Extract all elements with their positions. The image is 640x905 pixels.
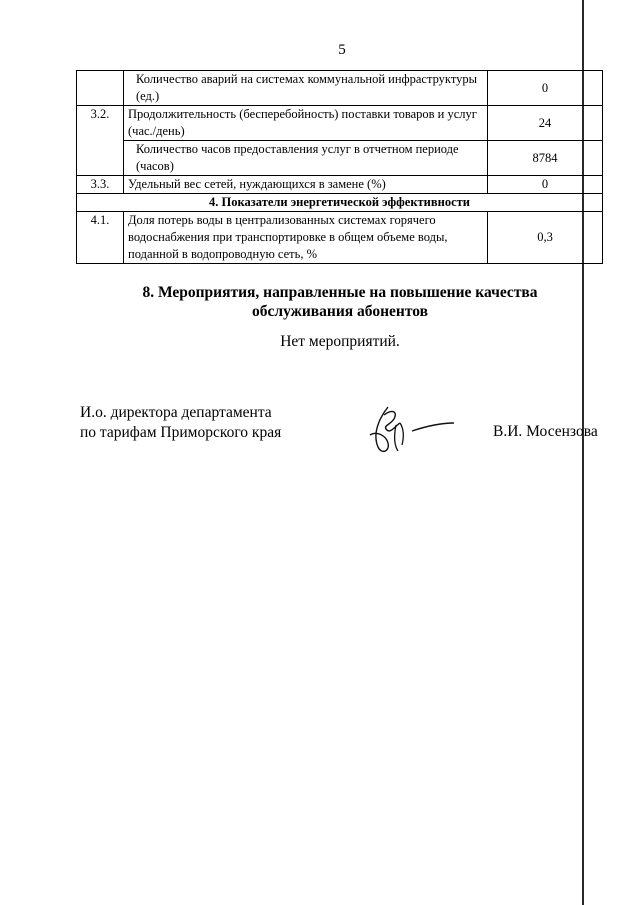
row-value: 0 [488, 176, 603, 194]
table-row [77, 71, 603, 106]
row-text: Количество часов предоставления услуг в отчетном периоде (часов) [124, 141, 488, 176]
heading-line-1: 8. Мероприятия, направленные на повышение качества [142, 284, 538, 301]
row-value: 0 [488, 71, 603, 106]
handwritten-signature [350, 395, 460, 460]
row-value: 8784 [488, 141, 603, 176]
row-text: Продолжительность (бесперебойность) поставки товаров и услуг (час./день) [124, 106, 488, 141]
table-row [77, 106, 603, 141]
row-value: 0,3 [488, 212, 603, 264]
signer-title [80, 403, 281, 443]
row-number: 3.2. [77, 106, 124, 176]
table-row [77, 141, 603, 176]
row-number: 3.3. [77, 176, 124, 194]
heading-line-2: обслуживания абонентов [252, 303, 428, 320]
table-row [77, 176, 603, 194]
row-text: Доля потерь воды в централизованных системах горячего водоснабжения при транспортировке в общем объеме воды, поданной в водопроводную сеть, % [124, 212, 488, 264]
row-value: 24 [488, 106, 603, 141]
indicators-table [76, 70, 603, 264]
section-8-heading [80, 283, 600, 321]
row-number [77, 71, 124, 106]
table-row [77, 212, 603, 264]
section-title: 4. Показатели энергетической эффективности [77, 194, 603, 212]
signer-title-line-2: по тарифам Приморского края [80, 424, 282, 441]
signer-title-line-1: И.о. директора департамента [80, 404, 272, 421]
no-measures-text: Нет мероприятий. [280, 333, 400, 350]
row-text: Удельный вес сетей, нуждающихся в замене (%) [124, 176, 488, 194]
signer-name: В.И. Мосензова [493, 423, 598, 440]
row-number: 4.1. [77, 212, 124, 264]
row-text: Количество аварий на системах коммунальной инфраструктуры (ед.) [124, 71, 488, 106]
page-number: 5 [338, 42, 346, 58]
section-row [77, 194, 603, 212]
